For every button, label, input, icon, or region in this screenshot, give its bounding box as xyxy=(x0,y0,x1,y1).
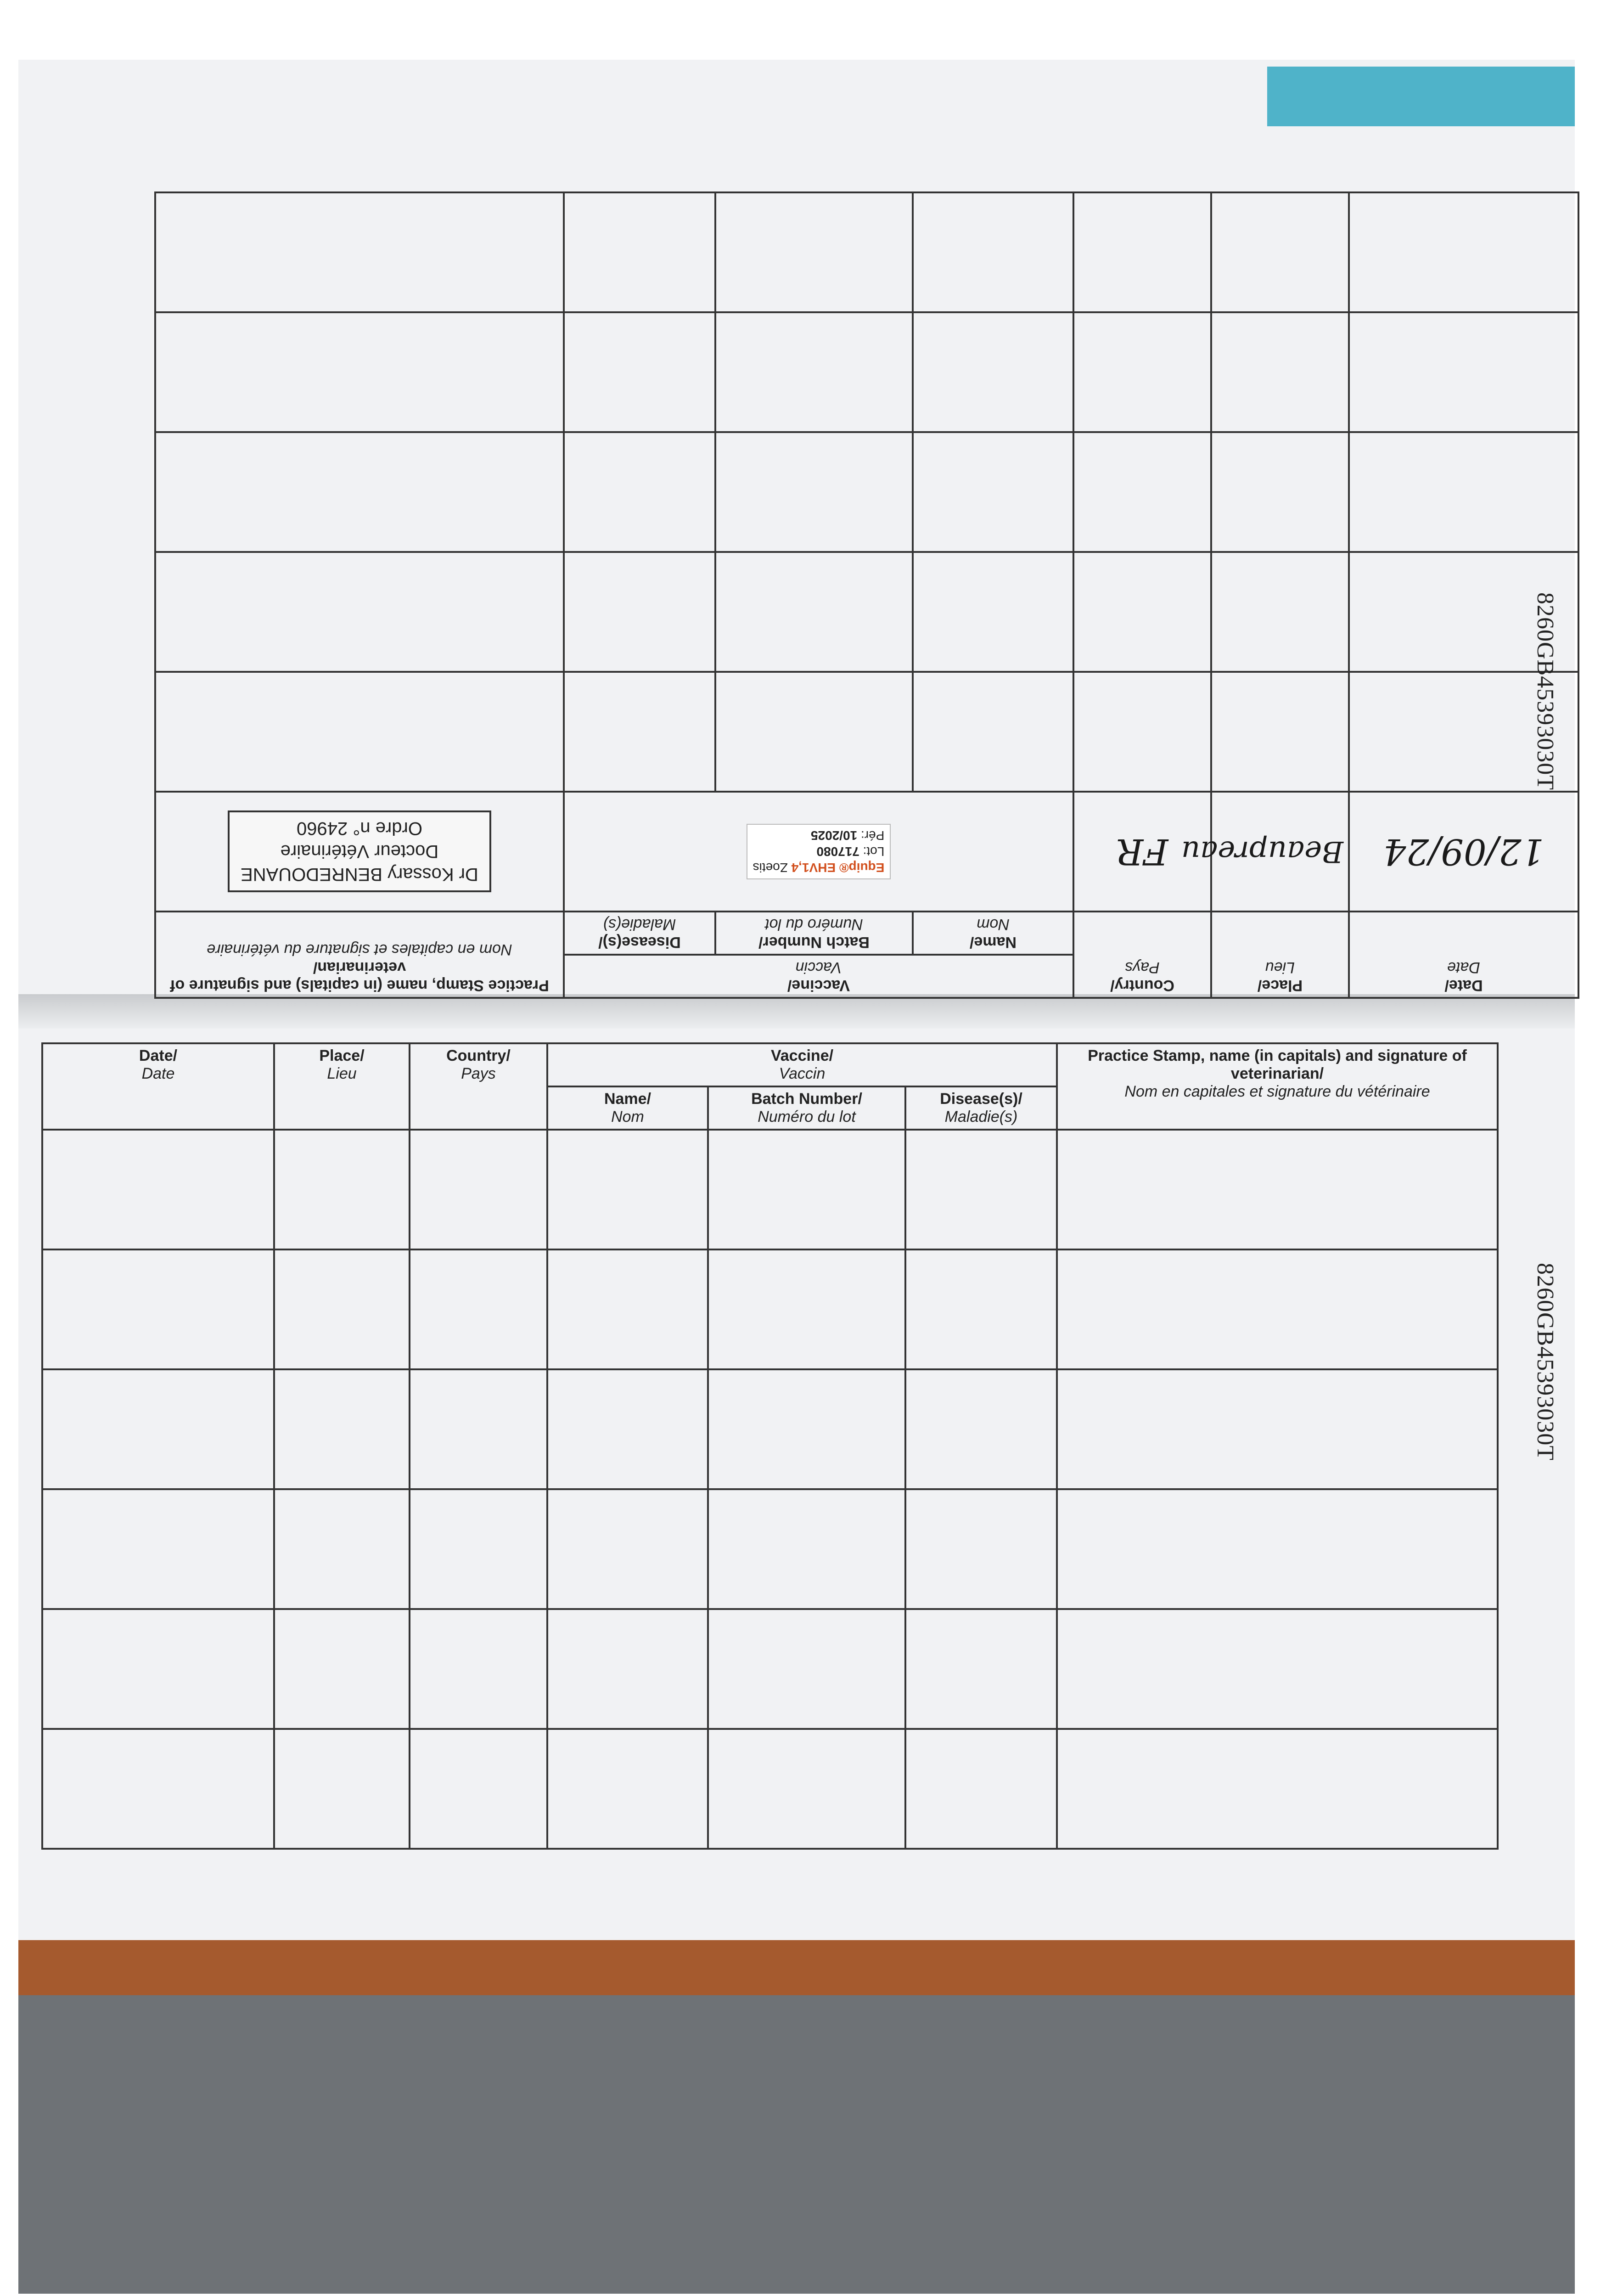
header-vaccine: Vaccine/ Vaccin xyxy=(564,955,1073,998)
vaccination-table-lower xyxy=(41,1042,1499,1850)
entry-date: 12/09/24 xyxy=(1383,831,1544,872)
table-row xyxy=(42,1489,1498,1609)
header-stamp: Practice Stamp, name (in capitals) and signature of veterinarian/ Nom en capitales et signature du vétérinaire xyxy=(155,912,564,998)
entry-place: Beaupreau xyxy=(1181,834,1343,869)
header-stamp: Practice Stamp, name (in capitals) and signature of veterinarian/ Nom en capitales et signature du vétérinaire xyxy=(1057,1043,1498,1130)
table-row xyxy=(155,192,1578,312)
header-country: Country/ Pays xyxy=(410,1043,547,1130)
header-batch: Batch Number/ Numéro du lot xyxy=(715,912,913,955)
veterinarian-stamp: Dr Kossary BENREDOUANE Docteur Vétérinaire Ordre n° 24960 xyxy=(228,811,491,893)
vaccine-sticker: Equip® EHV1,4 Zoetis Lot: 717080 Pér: 10/2025 xyxy=(747,824,891,879)
lower-page xyxy=(0,1040,1623,2037)
header-place: Place/ Lieu xyxy=(274,1043,410,1130)
entry-country: FR xyxy=(1116,831,1168,872)
header-country: Country/ Pays xyxy=(1073,912,1211,998)
header-disease: Disease(s)/ Maladie(s) xyxy=(905,1086,1057,1130)
scanner-background xyxy=(18,1995,1575,2294)
header-name: Name/ Nom xyxy=(913,912,1073,955)
table-row xyxy=(155,672,1578,792)
table-row xyxy=(42,1729,1498,1849)
table-row xyxy=(155,312,1578,432)
header-vaccine: Vaccine/ Vaccin xyxy=(547,1043,1057,1086)
vaccination-table-upper xyxy=(154,191,1579,999)
table-row xyxy=(155,552,1578,672)
header-date: Date/ Date xyxy=(42,1043,274,1130)
table-row xyxy=(42,1130,1498,1249)
serial-number-upper: 8260GB45393030T xyxy=(1532,592,1558,790)
table-row xyxy=(42,1369,1498,1489)
table-row xyxy=(155,792,1578,912)
table-row xyxy=(42,1249,1498,1369)
serial-number-lower: 8260GB45393030T xyxy=(1532,1263,1558,1461)
upper-page xyxy=(0,115,1623,1111)
header-date: Date/ Date xyxy=(1349,912,1578,998)
header-disease: Disease(s)/ Maladie(s) xyxy=(564,912,715,955)
header-name: Name/ Nom xyxy=(547,1086,708,1130)
table-row xyxy=(42,1609,1498,1729)
header-place: Place/ Lieu xyxy=(1211,912,1349,998)
table-row xyxy=(155,432,1578,552)
header-batch: Batch Number/ Numéro du lot xyxy=(708,1086,905,1130)
